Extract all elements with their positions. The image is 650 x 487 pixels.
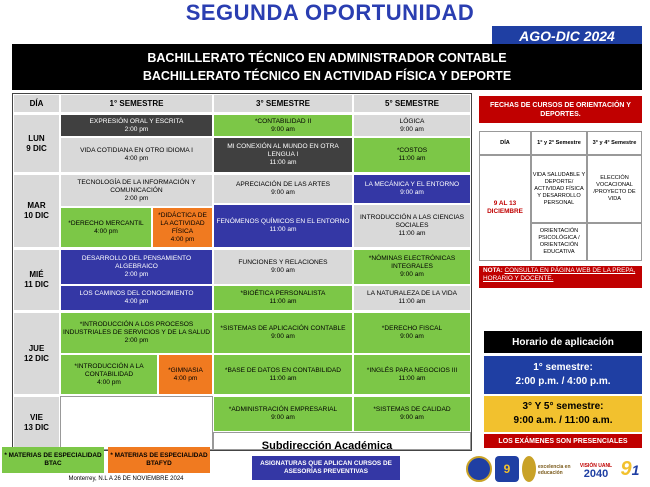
horario-first-semester: [484, 356, 642, 394]
course-time: 9:00 am: [271, 267, 295, 274]
program-banner: [12, 44, 642, 90]
course-time: 4:00 pm: [94, 227, 118, 235]
course-name: *NÓMINAS ELECTRÓNICAS INTEGRALES: [368, 255, 456, 270]
course-time: 2:00 pm: [124, 125, 149, 133]
course-name: FUNCIONES Y RELACIONES: [238, 259, 328, 266]
course-time: 11:00 am: [398, 298, 426, 305]
period-badge: AGO-DIC 2024: [492, 26, 642, 45]
course-cell: [353, 114, 471, 137]
course-name: VIDA COTIDIANA EN OTRO IDIOMA I: [80, 147, 193, 154]
course-name: *DIDÁCTICA DE LA ACTIVIDAD FÍSICA: [158, 211, 207, 235]
course-name: LOS CAMINOS DEL CONOCIMIENTO: [79, 290, 194, 297]
course-name: *COSTOS: [396, 147, 428, 154]
course-time: 11:00 am: [398, 230, 426, 237]
subdireccion-label: Subdirección Académica: [261, 440, 393, 452]
course-name: TECNOLOGÍA DE LA INFORMACIÓN Y COMUNICACIÓN: [77, 178, 196, 194]
course-cell: [353, 137, 471, 173]
course-cell: [60, 174, 213, 207]
legend-btafyd: * MATERIAS DE ESPECIALIDAD BTAFYD: [108, 447, 210, 473]
course-time: 9:00 am: [271, 125, 295, 133]
exams-notice: LOS EXÁMENES SON PRESENCIALES: [484, 434, 642, 448]
course-time: 9:00 am: [400, 414, 424, 421]
col-semester-3-4: 3° y 4° Semestre: [587, 131, 642, 155]
course-time: 11:00 am: [269, 226, 297, 233]
course-cell: [213, 137, 353, 173]
course-time: 4:00 pm: [124, 155, 149, 162]
course-cell: [60, 207, 152, 248]
course-cell: [353, 312, 471, 354]
course-cell: [60, 354, 158, 395]
course-cell: [158, 354, 213, 395]
course-time: 2:00 pm: [124, 194, 149, 202]
course-name: *ADMINISTRACIÓN EMPRESARIAL: [228, 406, 338, 413]
course-name: INTRODUCCIÓN A LAS CIENCIAS SOCIALES: [359, 214, 465, 229]
col-semester-1-2: 1° y 2° Semestre: [531, 131, 587, 155]
course-name: *INTRODUCCIÓN A LA CONTABILIDAD: [74, 362, 144, 378]
horario-line: 3° Y 5° semestre:: [522, 401, 604, 412]
course-cell: [213, 354, 353, 395]
orientation-s12-a: VIDA SALUDABLE Y DEPORTE/ ACTIVIDAD FÍSICA Y DESARROLLO PERSONAL: [531, 155, 587, 223]
course-cell: [213, 249, 353, 285]
course-time: 4:00 pm: [97, 378, 121, 386]
note-link[interactable]: CONSULTA EN PÁGINA WEB DE LA PREPA, HORARIO Y DOCENTE.: [483, 267, 636, 282]
course-name: APRECIACIÓN DE LAS ARTES: [235, 181, 331, 188]
course-name: EXPRESIÓN ORAL Y ESCRITA: [89, 117, 184, 125]
day-label-mon: LUN 9 DIC: [13, 114, 60, 173]
horario-title: Horario de aplicación: [484, 331, 642, 353]
excelencia-logo: excelencia en educación: [538, 464, 571, 476]
course-name: *GIMNASIA: [168, 366, 203, 374]
course-name: *INGLÉS PARA NEGOCIOS III: [366, 366, 458, 374]
legend-btac: * MATERIAS DE ESPECIALIDAD BTAC: [2, 447, 104, 473]
course-name: FENÓMENOS QUÍMICOS EN EL ENTORNO: [216, 218, 350, 225]
course-cell: [60, 249, 213, 285]
course-time: 9:00 am: [271, 414, 295, 421]
course-cell: [353, 249, 471, 285]
year-2040: 2040: [583, 468, 609, 480]
course-name: *DERECHO FISCAL: [381, 325, 443, 332]
course-time: 11:00 am: [269, 374, 297, 382]
note-box: [479, 266, 642, 288]
course-time: 9:00 am: [400, 271, 424, 278]
course-name: LÓGICA: [399, 117, 425, 125]
course-name: MI CONEXIÓN AL MUNDO EN OTRA LENGUA I: [227, 143, 339, 158]
uanl-label: UANL: [598, 463, 613, 469]
date-range: 9 AL 13 DICIEMBRE: [479, 155, 531, 261]
col-day: DÍA: [479, 131, 531, 155]
course-time: 2:00 pm: [124, 271, 149, 278]
orientation-dates-header: FECHAS DE CURSOS DE ORIENTACIÓN Y DEPORTES.: [479, 96, 642, 123]
course-cell: [353, 354, 471, 395]
course-cell: [60, 285, 213, 311]
horario-line: 9:00 a.m. / 11:00 a.m.: [513, 415, 613, 426]
course-name: *BIOÉTICA PERSONALISTA: [240, 290, 326, 297]
shield-icon: [522, 456, 536, 482]
header-semester-5: 5° SEMESTRE: [353, 94, 471, 113]
course-time: 11:00 am: [398, 374, 426, 382]
course-cell: [213, 312, 353, 354]
course-cell: [60, 114, 213, 137]
day-label-wed: MIÉ 11 DIC: [13, 249, 60, 311]
course-cell: [353, 204, 471, 248]
course-name: DESARROLLO DEL PENSAMIENTO ALGEBRAICO: [81, 255, 192, 270]
program-line-2: BACHILLERATO TÉCNICO EN ACTIVIDAD FÍSICA Y DEPORTE: [142, 69, 512, 83]
program-line-1: BACHILLERATO TÉCNICO EN ADMINISTRADOR CONTABLE: [147, 51, 507, 65]
course-cell: [353, 285, 471, 311]
asesorias-legend: ASIGNATURAS QUE APLICAN CURSOS DE ASESORÍAS PREVENTIVAS: [252, 456, 400, 480]
header-day: DÍA: [13, 94, 60, 113]
course-time: 2:00 pm: [124, 337, 149, 344]
header-semester-3: 3° SEMESTRE: [213, 94, 353, 113]
anniversary-91-logo: 9 1: [620, 458, 640, 480]
orientation-s34: ELECCIÓN VOCACIONAL /PROYECTO DE VIDA: [587, 155, 642, 223]
course-cell: [353, 396, 471, 432]
note-label: NOTA:: [483, 267, 503, 274]
course-cell: [213, 114, 353, 137]
course-time: 11:00 am: [269, 298, 297, 305]
orientation-s12-b: ORIENTACIÓN PSICOLÓGICA / ORIENTACIÓN EDUCATIVA: [531, 223, 587, 261]
course-name: *SISTEMAS DE APLICACIÓN CONTABLE: [220, 325, 346, 332]
course-cell: [60, 137, 213, 173]
course-time: 4:00 pm: [124, 298, 149, 305]
course-name: *CONTABILIDAD II: [254, 117, 312, 125]
course-name: LA NATURALEZA DE LA VIDA: [366, 290, 458, 297]
day-label-thu: JUE 12 DIC: [13, 312, 60, 395]
course-name: *INTRODUCCIÓN A LOS PROCESOS INDUSTRIALES DE SERVICIOS Y DE LA SALUD: [63, 321, 210, 336]
course-time: 4:00 pm: [173, 374, 198, 382]
course-time: 9:00 am: [400, 125, 424, 133]
page-title: SEGUNDA OPORTUNIDAD: [185, 0, 475, 25]
day-label-fri: VIE 13 DIC: [13, 396, 60, 450]
course-time: 9:00 am: [400, 189, 424, 196]
course-time: 4:00 pm: [170, 235, 195, 243]
course-time: 11:00 am: [269, 159, 297, 166]
course-time: 9:00 am: [271, 333, 295, 340]
course-name: *BASE DE DATOS EN CONTABILIDAD: [224, 366, 342, 374]
course-name: *SISTEMAS DE CALIDAD: [373, 406, 451, 413]
empty-cell: [587, 223, 642, 261]
course-cell: [152, 207, 213, 248]
course-time: 9:00 am: [400, 333, 424, 340]
course-cell: [213, 204, 353, 248]
course-name: *DERECHO MERCANTIL: [68, 219, 144, 227]
prepa-logo-icon: 9: [495, 456, 519, 482]
course-name: LA MECÁNICA Y EL ENTORNO: [364, 181, 460, 188]
course-time: 9:00 am: [271, 189, 295, 196]
course-time: 11:00 am: [398, 155, 426, 162]
course-cell: [213, 174, 353, 204]
course-cell: [60, 312, 213, 354]
horario-line: 1° semestre:: [533, 362, 593, 373]
course-cell: [353, 174, 471, 204]
horario-line: 2:00 p.m. / 4:00 p.m.: [515, 376, 611, 387]
vision-2040-logo: [578, 457, 614, 483]
header-semester-1: 1° SEMESTRE: [60, 94, 213, 113]
footer-date: Monterrey, N.L A 26 DE NOVIEMBRE 2024: [68, 476, 184, 482]
course-cell: [213, 396, 353, 432]
horario-third-fifth-semester: [484, 396, 642, 432]
university-seal-icon: [466, 456, 492, 482]
empty-cell: [60, 396, 213, 450]
vision-label: VISIÓN: [579, 463, 597, 469]
course-cell: [213, 285, 353, 311]
day-label-tue: MAR 10 DIC: [13, 174, 60, 248]
